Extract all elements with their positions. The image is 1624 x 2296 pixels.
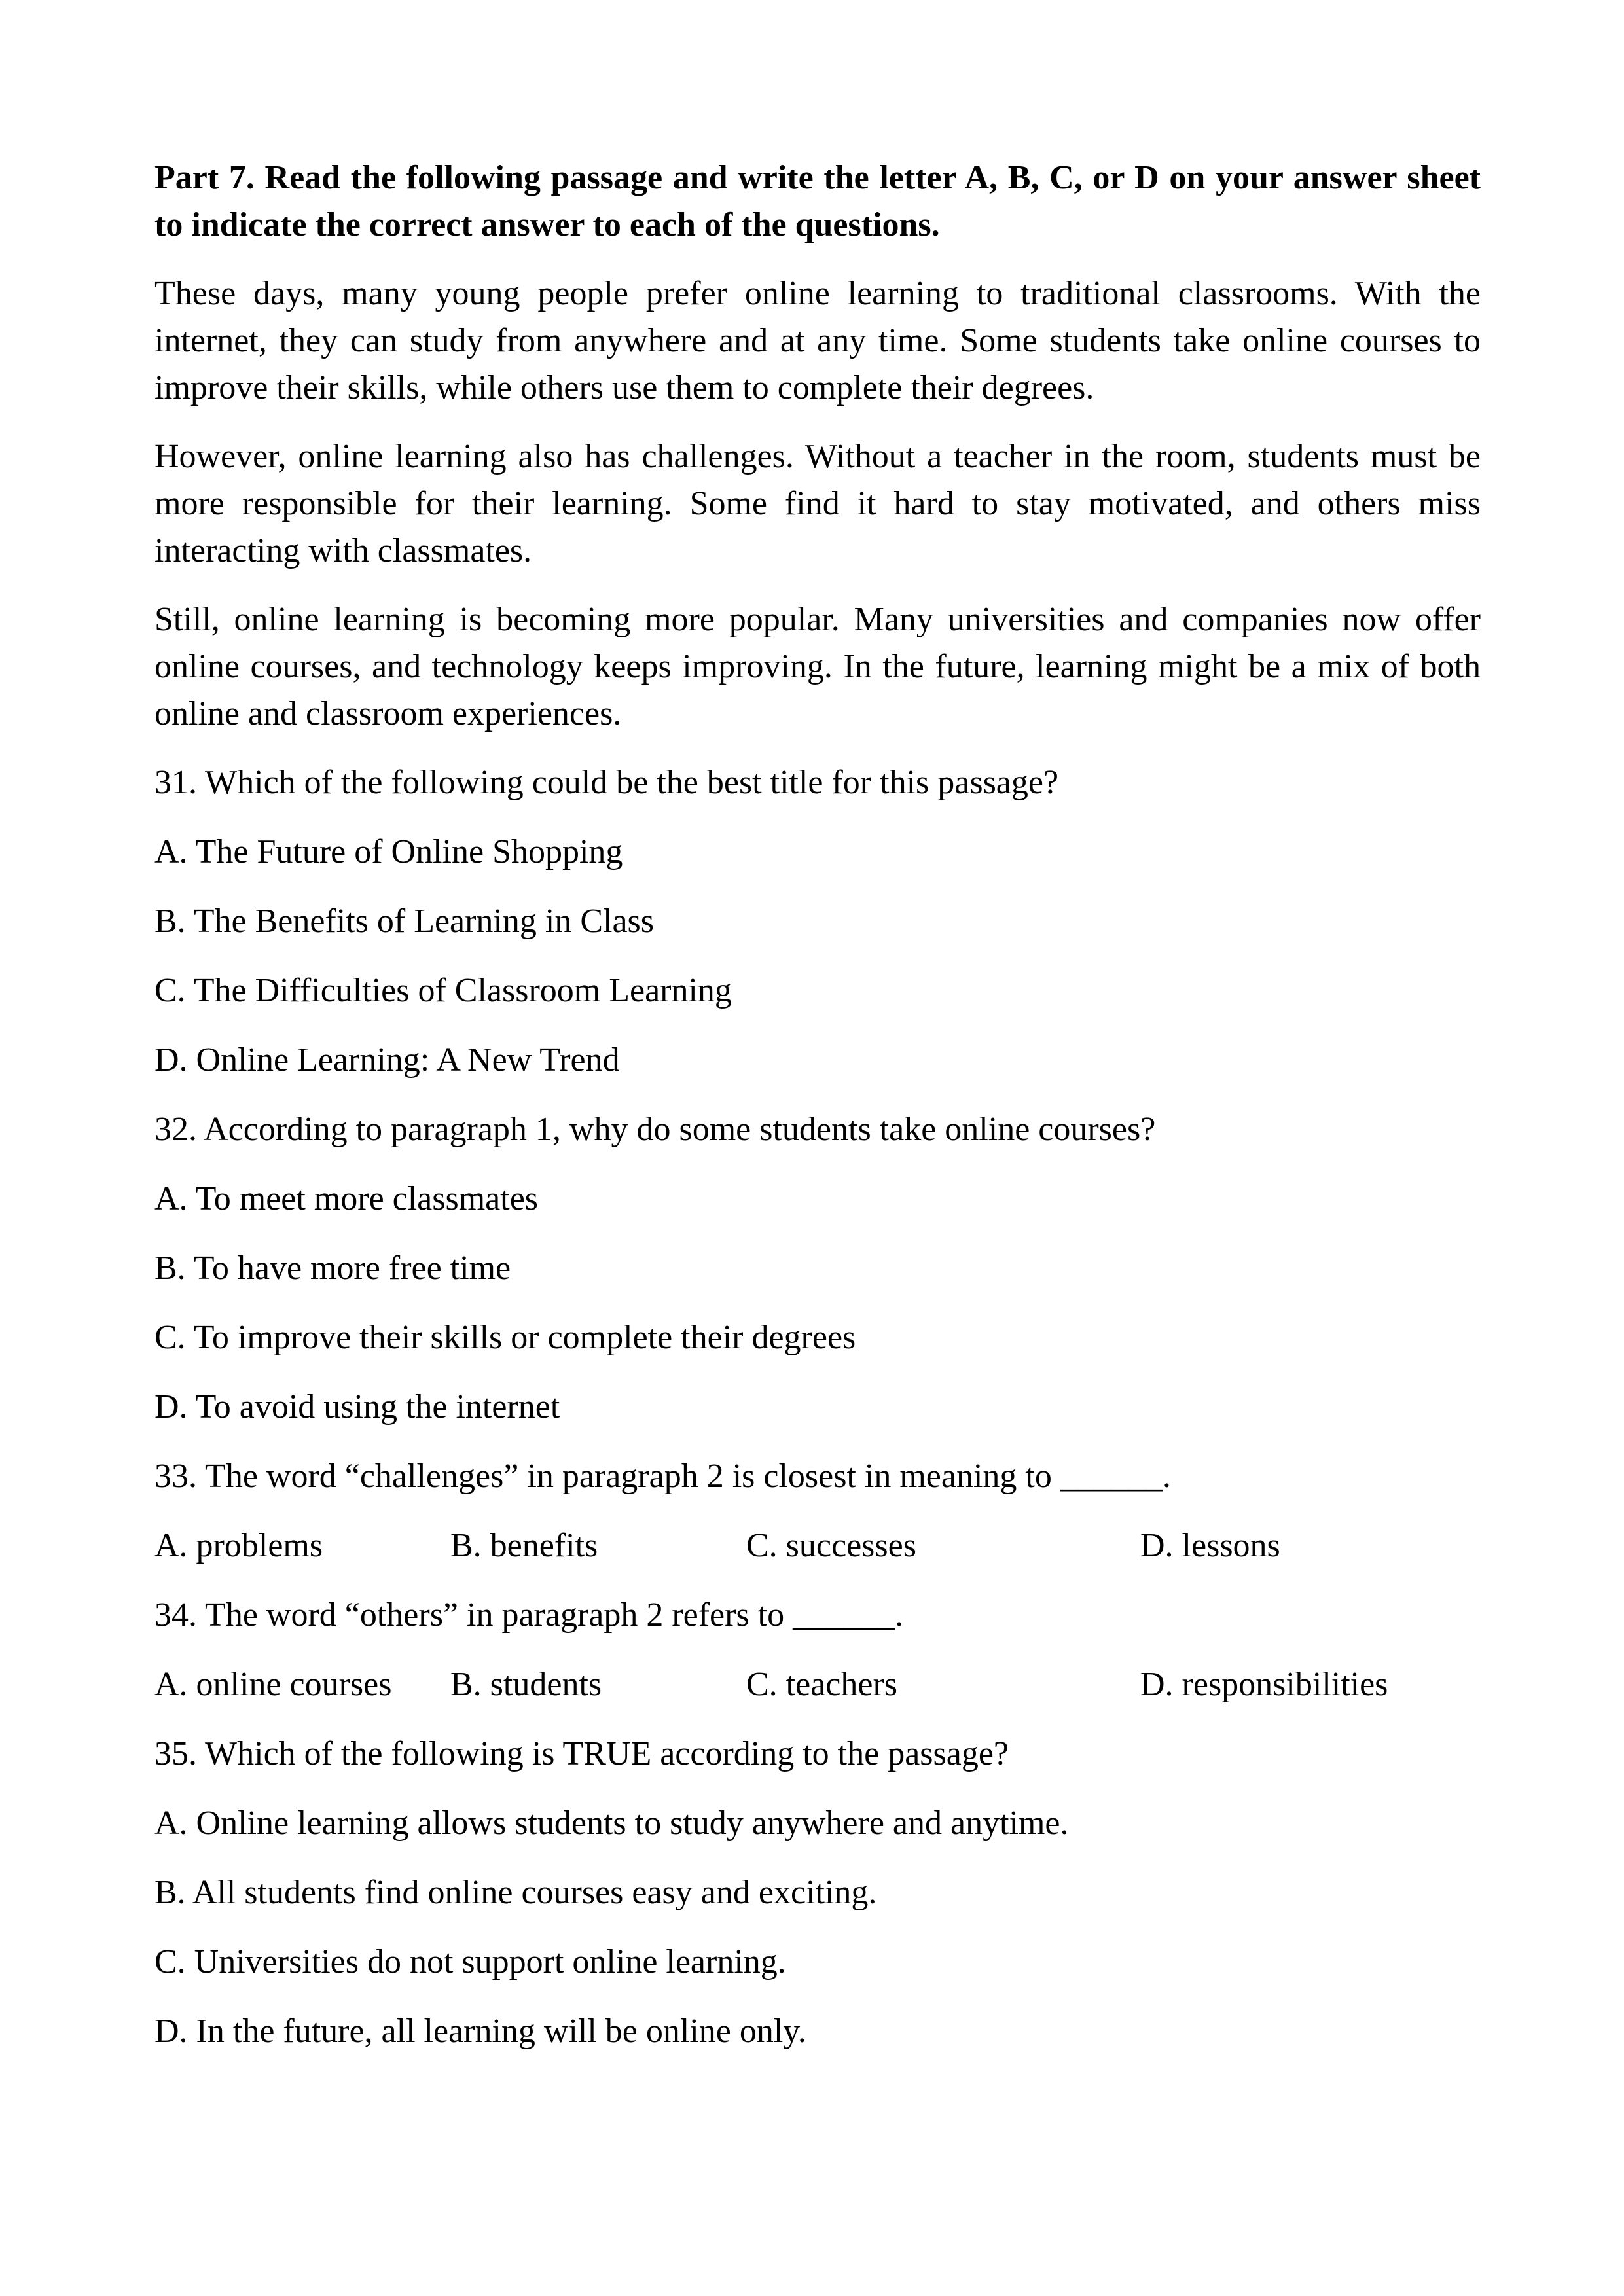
question-32-option-a: A. To meet more classmates	[154, 1180, 539, 1217]
question-33-option-a: A. problems	[154, 1527, 323, 1564]
question-35	[154, 1731, 1481, 2055]
question-34-option-a: A. online courses	[154, 1666, 392, 1703]
part-instruction: Part 7. Read the following passage and write the letter A, B, C, or D on your answer sheet to indicate the correct answer to each of the questions.	[154, 159, 1481, 243]
passage-paragraph-3: Still, online learning is becoming more popular. Many universities and companies now offer online courses, and technology keeps improving. In the future, learning might be a mix of both online and classroom experiences.	[154, 601, 1481, 732]
question-31-option-d: D. Online Learning: A New Trend	[154, 1041, 620, 1079]
question-34	[154, 1592, 1481, 1708]
question-33	[154, 1453, 1481, 1570]
question-33-stem: 33. The word “challenges” in paragraph 2 is closest in meaning to ______.	[154, 1458, 1171, 1495]
question-32-option-b: B. To have more free time	[154, 1249, 511, 1287]
question-35-option-d: D. In the future, all learning will be online only.	[154, 2013, 806, 2050]
question-34-stem: 34. The word “others” in paragraph 2 refers to ______.	[154, 1596, 904, 1634]
question-35-option-c: C. Universities do not support online learning.	[154, 1943, 786, 1981]
question-31-option-b: B. The Benefits of Learning in Class	[154, 903, 655, 940]
question-33-option-c: C. successes	[746, 1527, 916, 1564]
question-33-option-b: B. benefits	[450, 1527, 598, 1564]
question-32-option-c: C. To improve their skills or complete their degrees	[154, 1319, 856, 1356]
passage-paragraph-2: However, online learning also has challenges. Without a teacher in the room, students must be more responsible for their learning. Some find it hard to stay motivated, and others miss interacting with classmates.	[154, 438, 1481, 569]
question-35-stem: 35. Which of the following is TRUE according to the passage?	[154, 1735, 1009, 1772]
question-33-option-d: D. lessons	[1140, 1527, 1280, 1564]
question-35-option-b: B. All students find online courses easy and exciting.	[154, 1874, 877, 1911]
question-31	[154, 759, 1481, 1084]
question-34-option-d: D. responsibilities	[1140, 1666, 1388, 1703]
question-31-option-a: A. The Future of Online Shopping	[154, 833, 623, 870]
question-31-stem: 31. Which of the following could be the best title for this passage?	[154, 764, 1059, 801]
question-32	[154, 1106, 1481, 1431]
question-33-options	[154, 1522, 1481, 1570]
question-34-option-b: B. students	[450, 1666, 602, 1703]
question-32-stem: 32. According to paragraph 1, why do some students take online courses?	[154, 1111, 1156, 1148]
question-32-option-d: D. To avoid using the internet	[154, 1388, 560, 1426]
question-34-options	[154, 1661, 1481, 1708]
question-34-option-c: C. teachers	[746, 1666, 898, 1703]
question-31-option-c: C. The Difficulties of Classroom Learning	[154, 972, 732, 1009]
question-35-option-a: A. Online learning allows students to study anywhere and anytime.	[154, 1804, 1069, 1842]
passage-paragraph-1: These days, many young people prefer online learning to traditional classrooms. With the internet, they can study from anywhere and at any time. Some students take online courses to improve their skills, while others use them to complete their degrees.	[154, 275, 1481, 406]
document-page	[154, 154, 1481, 2077]
